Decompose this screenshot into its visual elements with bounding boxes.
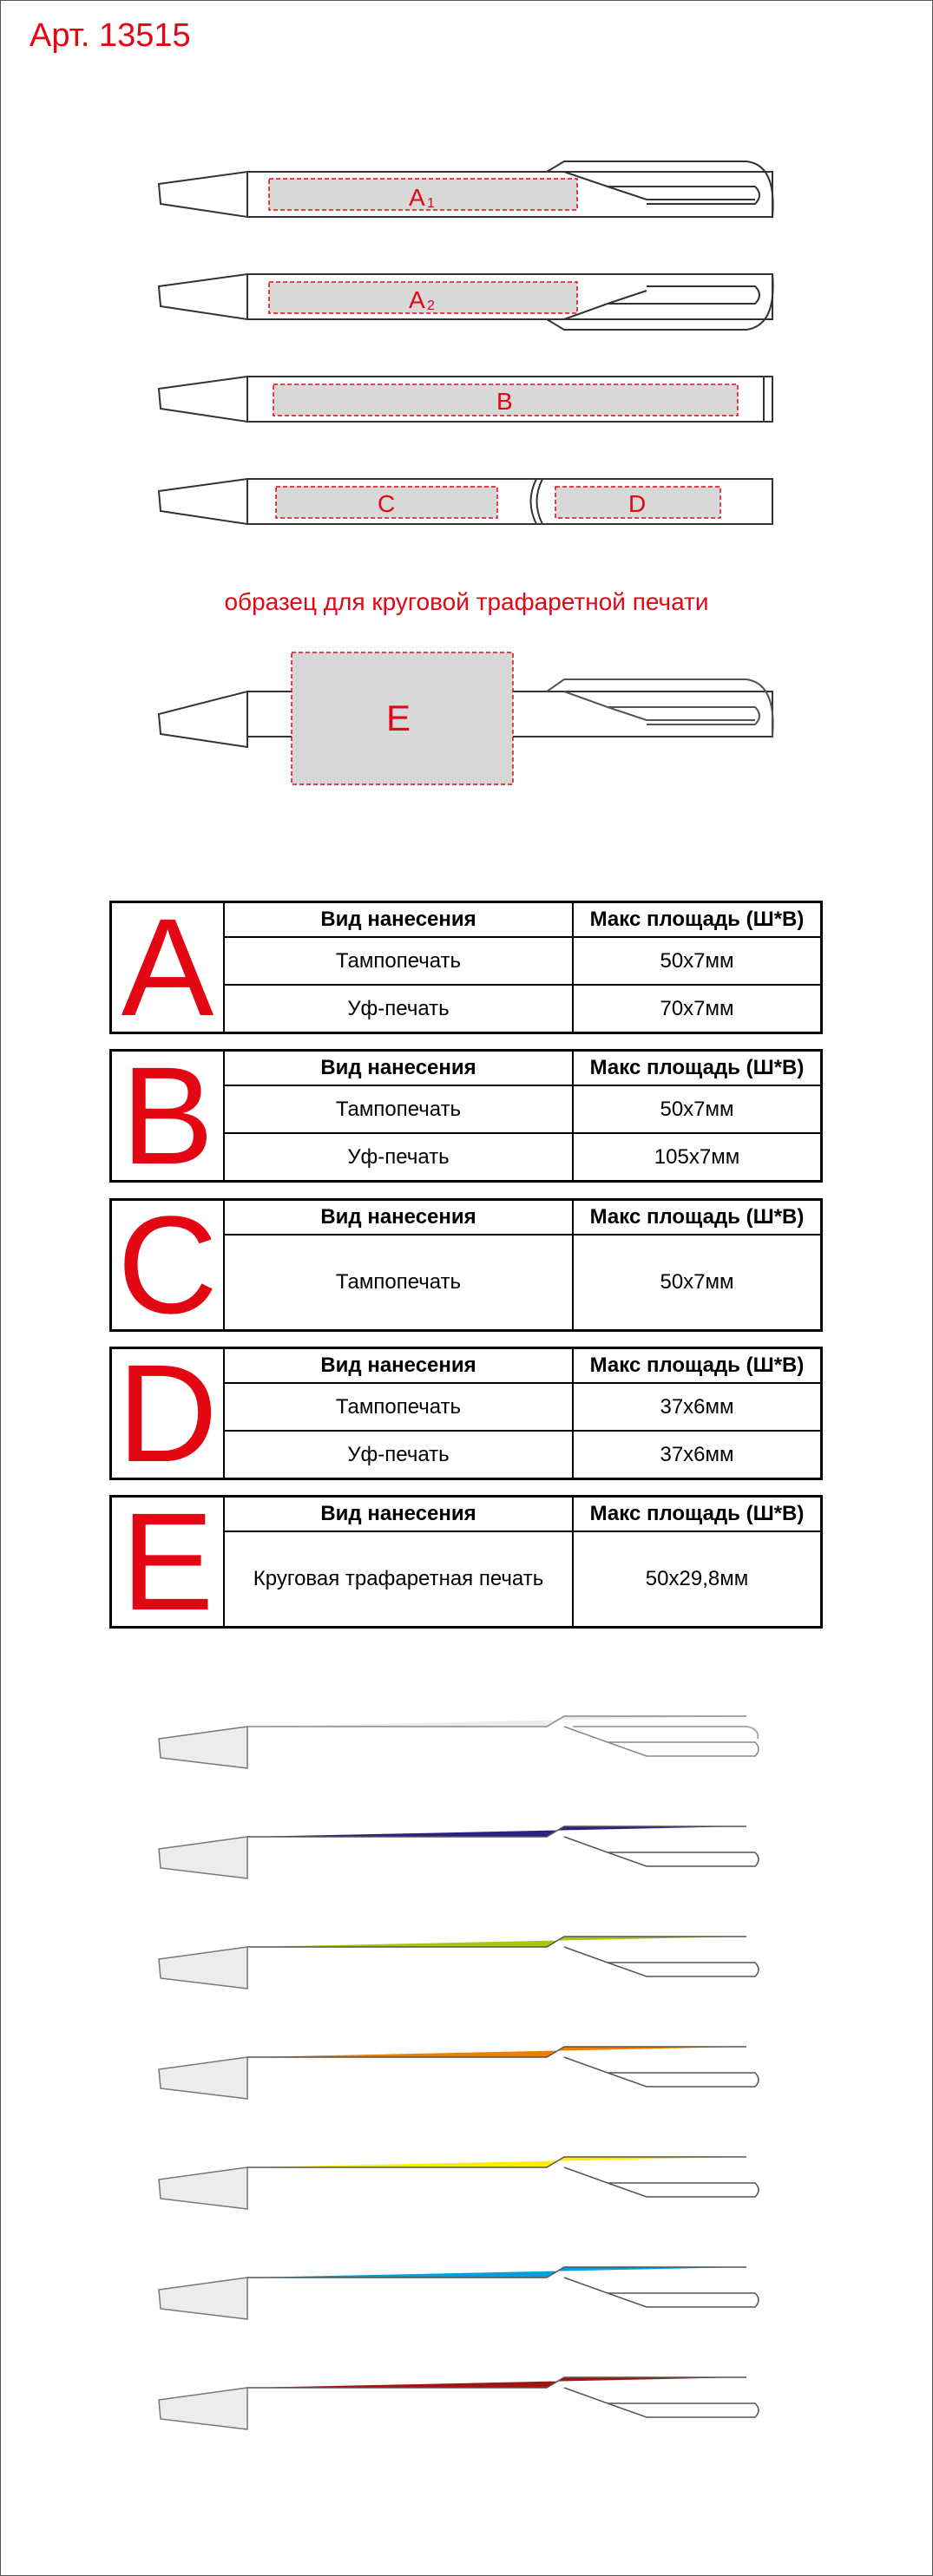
zone-label-c: C bbox=[378, 490, 396, 517]
area-cell: 37x6мм bbox=[660, 1394, 734, 1419]
pen-clip-window bbox=[564, 2057, 759, 2087]
color-pen-row bbox=[159, 1716, 759, 2429]
pen-clip-highlight bbox=[573, 2167, 758, 2179]
zone-subscript-a1: 1 bbox=[427, 196, 435, 211]
header-area: Макс площадь (Ш*В) bbox=[589, 1205, 805, 1229]
area-cell: 70x7мм bbox=[660, 996, 734, 1020]
area-cell: 50x29,8мм bbox=[645, 1567, 749, 1590]
pen-clip-highlight bbox=[573, 1727, 758, 1739]
pen-clip-highlight bbox=[573, 2278, 758, 2290]
method-cell: Тампопечать bbox=[225, 1086, 574, 1132]
pen-clip-window bbox=[564, 2388, 759, 2417]
header-area: Макс площадь (Ш*В) bbox=[589, 1502, 805, 1525]
table-c bbox=[109, 1187, 823, 1342]
table-d bbox=[109, 1335, 823, 1491]
pen-clip-window bbox=[564, 2167, 759, 2197]
pen-tip bbox=[159, 2388, 247, 2429]
color-pen bbox=[159, 1937, 759, 1989]
zone-label-b: B bbox=[496, 388, 513, 415]
pen-clip-highlight bbox=[573, 2057, 758, 2069]
method-cell: Тампопечать bbox=[225, 1384, 574, 1430]
table-a bbox=[109, 889, 823, 1045]
pen-diagram-e bbox=[159, 652, 773, 784]
pen-barrel bbox=[247, 1716, 746, 1727]
area-cell: 37x6мм bbox=[660, 1442, 734, 1466]
pen-barrel bbox=[247, 2157, 746, 2167]
color-pen bbox=[159, 2157, 759, 2209]
header-method: Вид нанесения bbox=[225, 1201, 574, 1234]
pen-clip-highlight bbox=[573, 1837, 758, 1849]
color-pen bbox=[159, 1716, 759, 1768]
pen-diagram-a1 bbox=[159, 161, 773, 217]
pen-barrel bbox=[247, 1937, 746, 1947]
pen-clip-window bbox=[564, 1837, 759, 1866]
pen-clip-window bbox=[564, 2278, 759, 2307]
pen-clip-window bbox=[564, 1727, 759, 1756]
area-cell: 50x7мм bbox=[660, 1270, 734, 1294]
pen-tip bbox=[159, 1727, 247, 1768]
table-b bbox=[109, 1038, 823, 1193]
method-cell: Уф-печать bbox=[225, 1134, 574, 1180]
method-cell: Тампопечать bbox=[225, 938, 574, 984]
pen-tip bbox=[159, 2167, 247, 2209]
table-letter-d: D bbox=[112, 1349, 225, 1478]
zone-label-a1: A bbox=[409, 184, 425, 211]
header-method: Вид нанесения bbox=[225, 1052, 574, 1085]
header-method: Вид нанесения bbox=[225, 1349, 574, 1382]
pen-diagram-b bbox=[159, 377, 772, 422]
table-letter-b: B bbox=[112, 1052, 225, 1180]
method-cell: Тампопечать bbox=[225, 1236, 574, 1329]
zone-subscript-a2: 2 bbox=[427, 298, 435, 313]
header-method: Вид нанесения bbox=[225, 903, 574, 936]
zone-label-d: D bbox=[628, 490, 647, 517]
pen-tip bbox=[159, 2057, 247, 2099]
zone-label-e: E bbox=[386, 698, 411, 738]
color-pen bbox=[159, 1826, 759, 1878]
area-cell: 50x7мм bbox=[660, 1097, 734, 1121]
table-e bbox=[109, 1484, 823, 1639]
table-letter-c: C bbox=[112, 1201, 225, 1329]
area-cell: 105x7мм bbox=[654, 1144, 740, 1169]
method-cell: Уф-печать bbox=[225, 1432, 574, 1478]
method-cell: Уф-печать bbox=[225, 986, 574, 1032]
color-pen bbox=[159, 2267, 759, 2319]
table-letter-e: E bbox=[112, 1498, 225, 1626]
pen-tip bbox=[159, 1947, 247, 1989]
header-area: Макс площадь (Ш*В) bbox=[589, 1056, 805, 1079]
pen-clip-highlight bbox=[573, 1947, 758, 1959]
pen-barrel bbox=[247, 2377, 746, 2388]
color-pen bbox=[159, 2047, 759, 2099]
header-method: Вид нанесения bbox=[225, 1498, 574, 1531]
pen-barrel bbox=[247, 2267, 746, 2278]
header-area: Макс площадь (Ш*В) bbox=[589, 908, 805, 931]
pen-diagram-cd bbox=[159, 479, 772, 524]
color-pen bbox=[159, 2377, 759, 2429]
table-letter-a: A bbox=[112, 903, 225, 1032]
screen-print-caption: образец для круговой трафаретной печати bbox=[224, 588, 709, 615]
pen-diagram-a2 bbox=[159, 274, 773, 330]
pen-barrel bbox=[247, 2047, 746, 2057]
pen-clip-highlight bbox=[573, 2388, 758, 2400]
header-area: Макс площадь (Ш*В) bbox=[589, 1354, 805, 1377]
method-cell: Круговая трафаретная печать bbox=[225, 1532, 574, 1626]
pen-tip bbox=[159, 2278, 247, 2319]
pen-clip-window bbox=[564, 1947, 759, 1976]
area-cell: 50x7мм bbox=[660, 948, 734, 973]
pen-barrel bbox=[247, 1826, 746, 1837]
article-title: Арт. 13515 bbox=[30, 17, 191, 54]
pen-tip bbox=[159, 1837, 247, 1878]
zone-label-a2: A bbox=[409, 286, 425, 313]
